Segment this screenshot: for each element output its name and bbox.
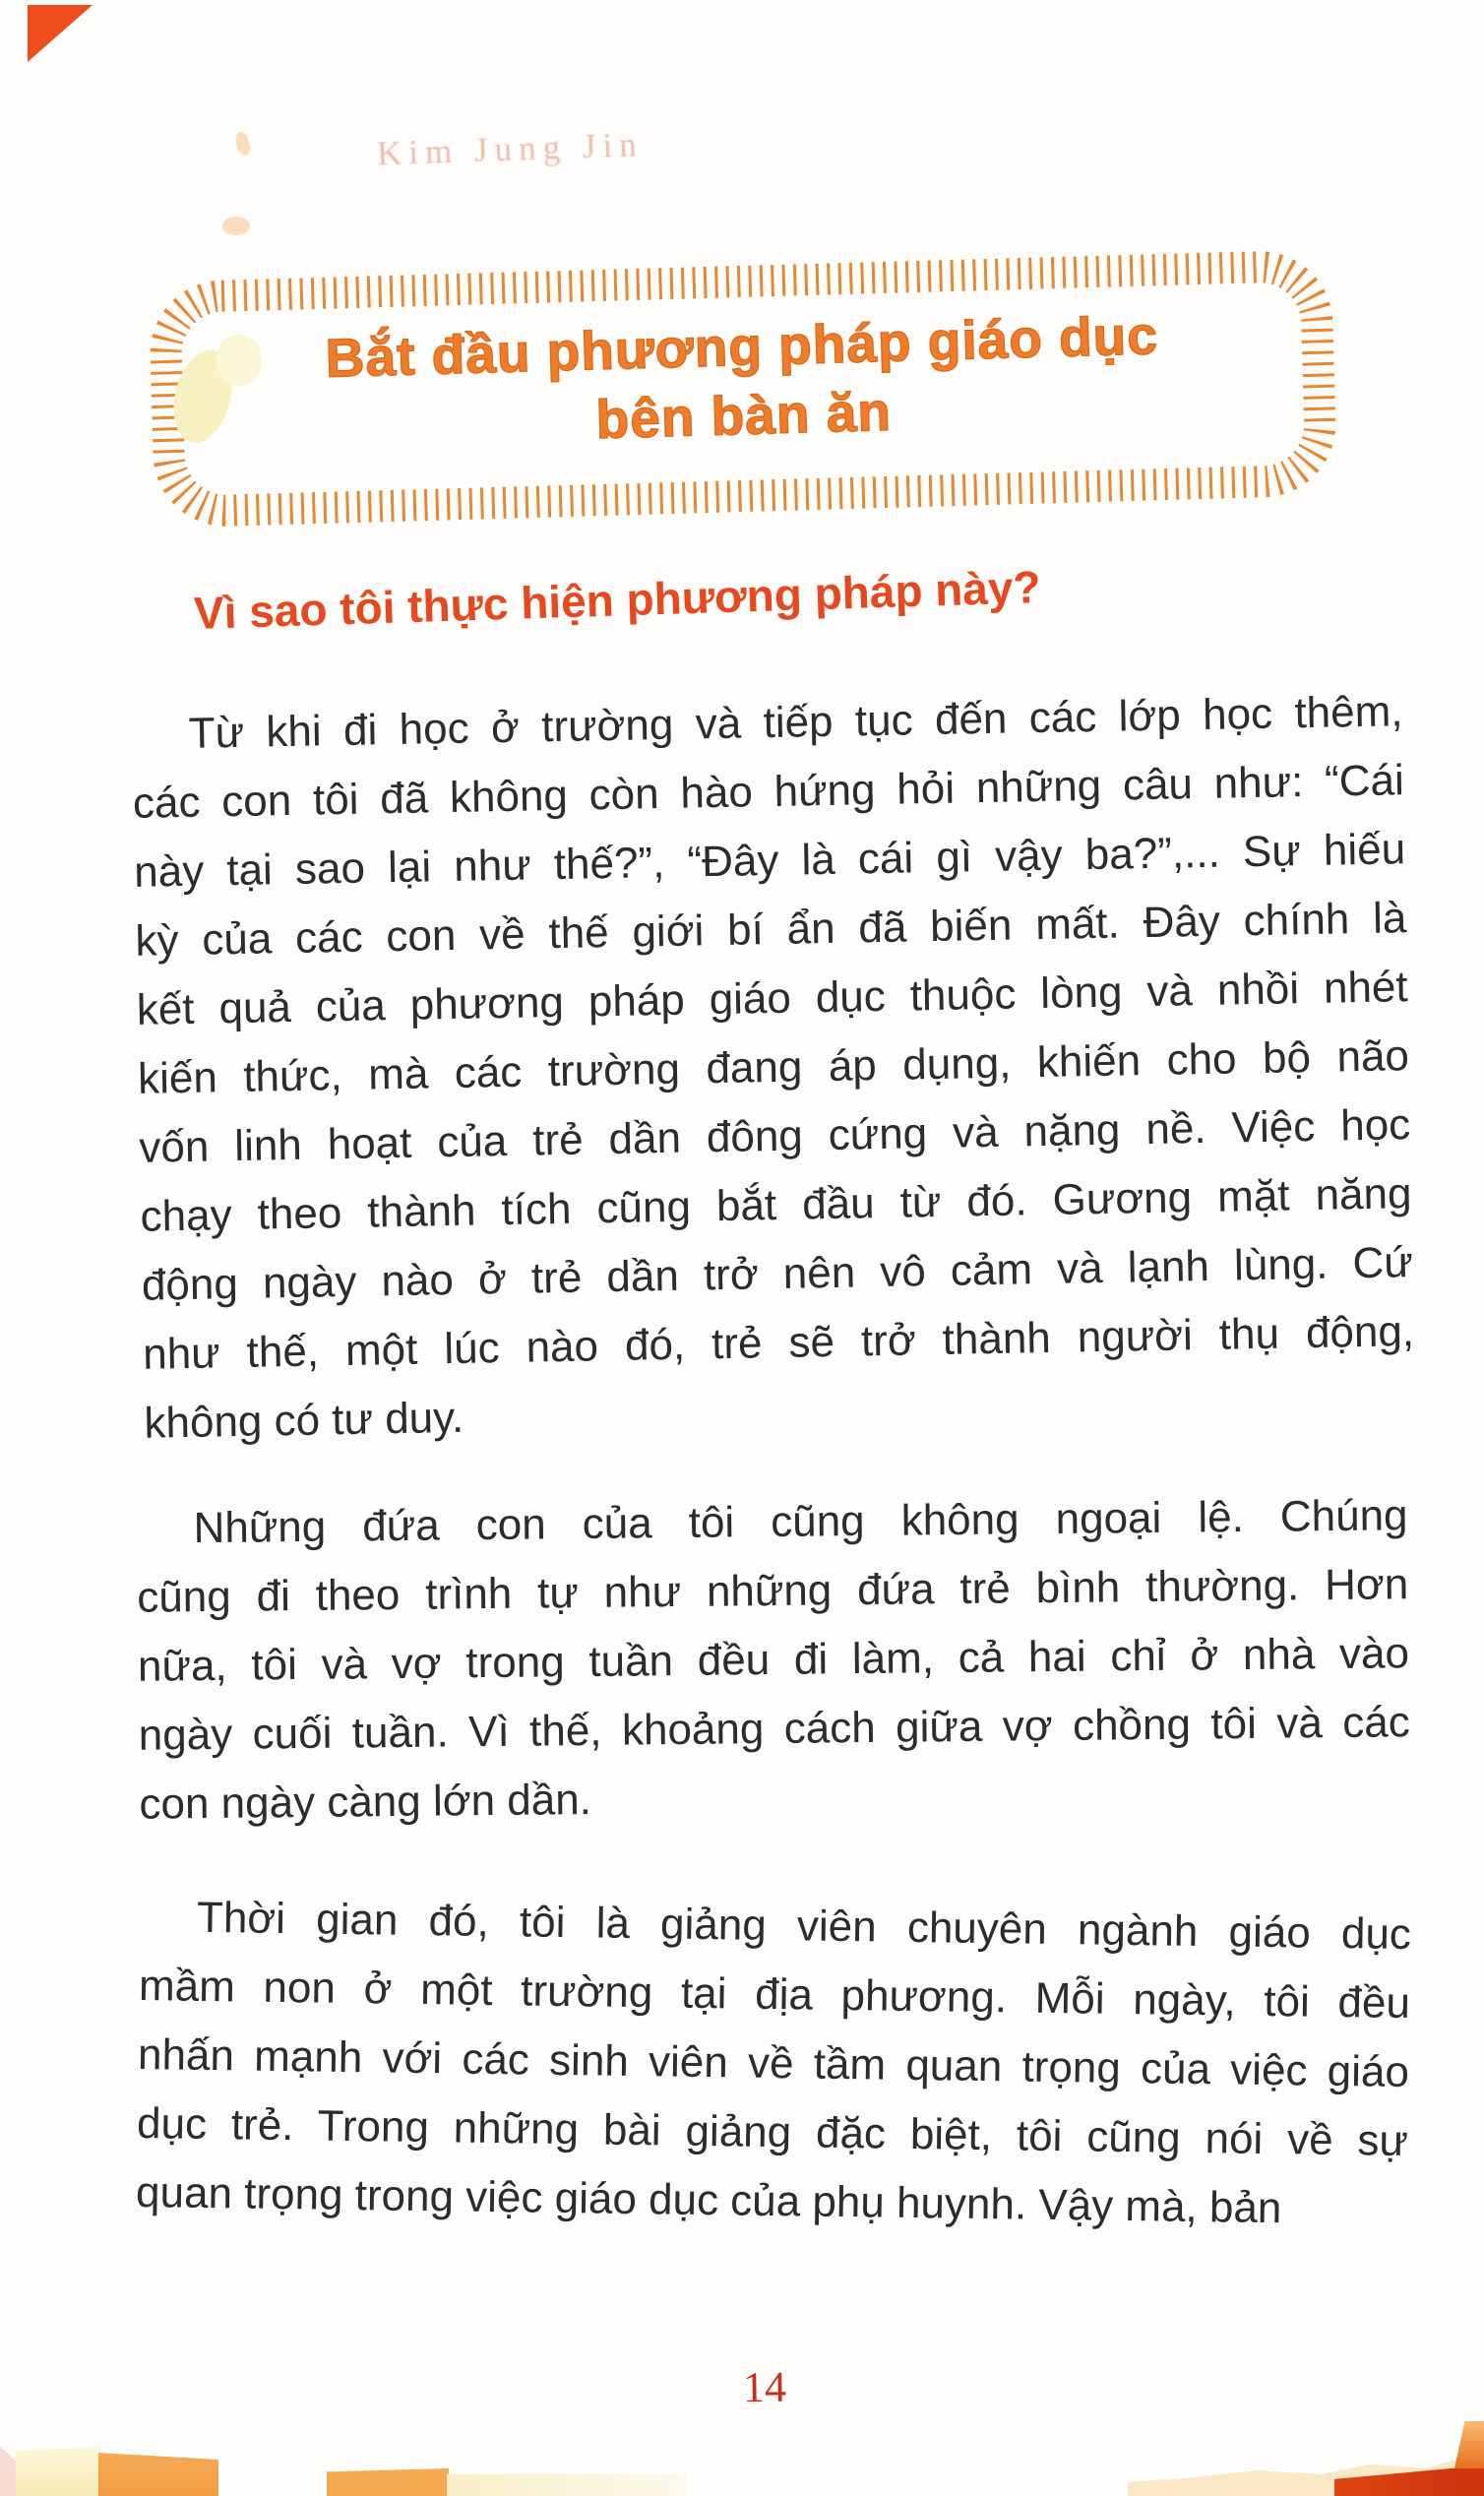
body-text-line: quan trọng trong việc giáo dục của phụ huynh. Vậy mà, bản	[135, 2167, 1282, 2233]
body-text-line: kiến thức, mà các trường đang áp dụng, khiến cho bộ não	[137, 1031, 1410, 1103]
page-number: 14	[742, 2362, 787, 2412]
section-subtitle: Vì sao tôi thực hiện phương pháp này?	[193, 560, 1042, 639]
body-text-line: Thời gian đó, tôi là giảng viên chuyên ngành giáo dục	[196, 1893, 1412, 1960]
body-text-line: ngày cuối tuần. Vì thế, khoảng cách giữa vợ chồng tôi và các	[138, 1698, 1410, 1760]
paragraph-3	[136, 1883, 1412, 2245]
body-text-line: các con tôi đã không còn hào hứng hỏi những câu như: “Cái	[132, 756, 1405, 828]
body-text-line: nữa, tôi và vợ trong tuần đều đi làm, cả hai chỉ ở nhà vào	[137, 1629, 1410, 1691]
running-header: Kim Jung Jin	[376, 125, 645, 173]
body-text-line: cũng đi theo trình tự như những đứa trẻ bình thường. Hơn	[137, 1560, 1409, 1622]
body-text-line: động ngày nào ở trẻ dần trở nên vô cảm và lạnh lùng. Cứ	[141, 1238, 1414, 1310]
body-text-line: không có tư duy.	[144, 1393, 464, 1448]
underpage-edge	[447, 2474, 687, 2496]
scan-smudge	[233, 131, 253, 157]
chapter-title-line2: bên bàn ăn	[594, 380, 893, 451]
body-text-line: con ngày càng lớn dần.	[139, 1775, 592, 1829]
body-text-line: vốn linh hoạt của trẻ dần đông cứng và nặng nề. Việc học	[138, 1100, 1411, 1172]
yellow-smudge	[216, 335, 262, 386]
chapter-title-line1: Bắt đầu phương pháp giáo dục	[324, 304, 1159, 389]
body-text-line: này tại sao lại như thế?”, “Đây là cái gì vậy ba?”,... Sự hiếu	[133, 825, 1406, 897]
body-text-line: kỳ của các con về thế giới bí ẩn đã biến mất. Đây chính là	[135, 894, 1407, 966]
body-text-line: mầm non ở một trường tại địa phương. Mỗi ngày, tôi đều	[138, 1961, 1411, 2028]
underpage-edge	[16, 2447, 100, 2496]
underpage-edge	[98, 2453, 218, 2496]
body-text-line: dục trẻ. Trong những bài giảng đặc biệt, tôi cũng nói về sự	[136, 2098, 1409, 2166]
underpage-edge	[1454, 2421, 1484, 2468]
paragraph-2	[136, 1481, 1411, 1840]
paragraph-1	[131, 677, 1416, 1459]
body-text-line: nhấn mạnh với các sinh viên về tầm quan trọng của việc giáo	[137, 2029, 1410, 2097]
body-text-line: như thế, một lúc nào đó, trẻ sẽ trở thành người thụ động,	[142, 1307, 1415, 1379]
body-text-line: Từ khi đi học ở trường và tiếp tục đến các lớp học thêm,	[188, 687, 1403, 758]
underpage-edge	[327, 2468, 449, 2496]
corner-triangle-mark	[28, 5, 94, 64]
body-text-line: kết quả của phương pháp giáo dục thuộc lòng và nhồi nhét	[136, 963, 1409, 1034]
chapter-title-box	[142, 241, 1343, 538]
orange-smudge	[222, 217, 250, 235]
body-text-line: chạy theo thành tích cũng bắt đầu từ đó. Gương mặt năng	[140, 1169, 1412, 1241]
body-text-line: Những đứa con của tôi cũng không ngoại lệ. Chúng	[193, 1491, 1408, 1553]
